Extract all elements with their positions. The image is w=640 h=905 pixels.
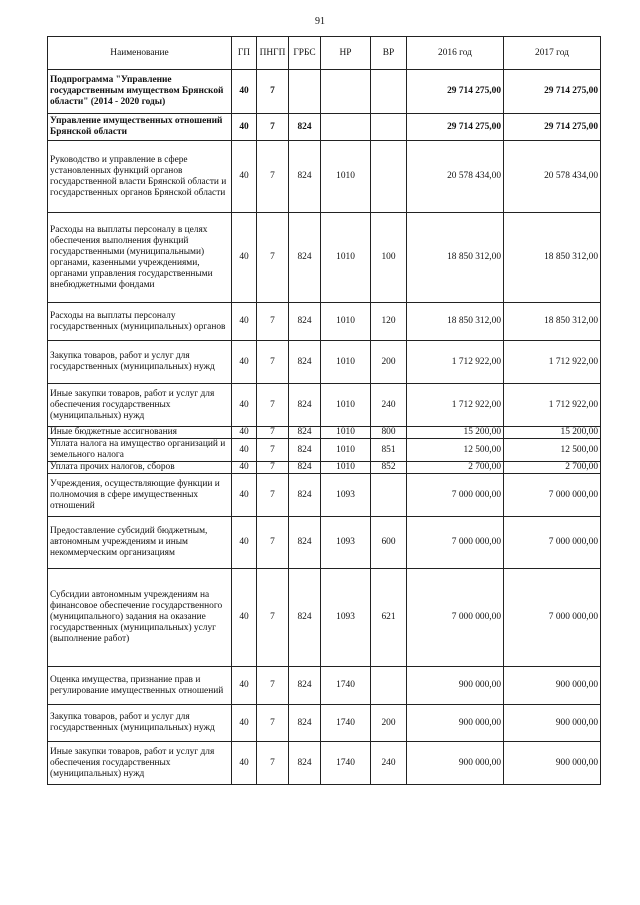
cell-grbs [289,70,321,114]
cell-grbs: 824 [289,667,321,705]
cell-pngp: 7 [257,141,289,213]
cell-nr: 1093 [321,569,371,667]
cell-gp: 40 [232,742,257,785]
table-row [48,462,601,474]
cell-gp: 40 [232,462,257,474]
cell-name: Расходы на выплаты персоналу в целях обеспечения выполнения функций государственными (муниципальными) органами, казенными учреждениями, органами управления государственными внебюджетными фондами [48,213,232,303]
cell-nr: 1740 [321,742,371,785]
header-name: Наименование [48,37,232,70]
header-2016: 2016 год [407,37,504,70]
cell-gp: 40 [232,70,257,114]
cell-2017: 15 200,00 [504,427,601,439]
cell-gp: 40 [232,114,257,141]
cell-nr: 1010 [321,462,371,474]
cell-name: Иные закупки товаров, работ и услуг для обеспечения государственных (муниципальных) нужд [48,384,232,427]
table-row [48,70,601,114]
cell-name: Предоставление субсидий бюджетным, автономным учреждениям и иным некоммерческим организациям [48,517,232,569]
cell-vr: 800 [371,427,407,439]
cell-nr: 1093 [321,517,371,569]
cell-pngp: 7 [257,213,289,303]
cell-2017: 18 850 312,00 [504,303,601,341]
cell-2016: 1 712 922,00 [407,341,504,384]
cell-grbs: 824 [289,114,321,141]
cell-nr: 1010 [321,141,371,213]
cell-pngp: 7 [257,439,289,462]
cell-nr: 1010 [321,384,371,427]
cell-vr: 200 [371,341,407,384]
cell-grbs: 824 [289,341,321,384]
cell-nr: 1010 [321,439,371,462]
table-row [48,742,601,785]
cell-grbs: 824 [289,705,321,742]
cell-2016: 7 000 000,00 [407,474,504,517]
cell-grbs: 824 [289,384,321,427]
cell-2016: 2 700,00 [407,462,504,474]
table-row [48,303,601,341]
cell-2017: 1 712 922,00 [504,384,601,427]
cell-2016: 900 000,00 [407,742,504,785]
cell-2017: 12 500,00 [504,439,601,462]
table-body [48,70,601,785]
cell-2017: 20 578 434,00 [504,141,601,213]
cell-pngp: 7 [257,384,289,427]
cell-2016: 900 000,00 [407,705,504,742]
cell-name: Руководство и управление в сфере установленных функций органов государственной власти Брянской области и государственных органов Брянской области [48,141,232,213]
cell-gp: 40 [232,141,257,213]
cell-pngp: 7 [257,462,289,474]
cell-pngp: 7 [257,667,289,705]
cell-nr [321,114,371,141]
cell-name: Подпрограмма "Управление государственным имуществом Брянской области" (2014 - 2020 годы) [48,70,232,114]
cell-2016: 7 000 000,00 [407,517,504,569]
table-row [48,384,601,427]
cell-nr: 1010 [321,303,371,341]
cell-2016: 15 200,00 [407,427,504,439]
cell-grbs: 824 [289,517,321,569]
cell-gp: 40 [232,213,257,303]
table-row [48,705,601,742]
cell-gp: 40 [232,569,257,667]
cell-2016: 900 000,00 [407,667,504,705]
cell-grbs: 824 [289,462,321,474]
cell-pngp: 7 [257,742,289,785]
cell-pngp: 7 [257,705,289,742]
table-row [48,114,601,141]
cell-name: Уплата прочих налогов, сборов [48,462,232,474]
cell-nr [321,70,371,114]
cell-pngp: 7 [257,474,289,517]
cell-2016: 7 000 000,00 [407,569,504,667]
cell-vr [371,114,407,141]
cell-2016: 18 850 312,00 [407,213,504,303]
cell-2017: 1 712 922,00 [504,341,601,384]
header-grbs: ГРБС [289,37,321,70]
cell-name: Иные бюджетные ассигнования [48,427,232,439]
table-row [48,439,601,462]
cell-2016: 29 714 275,00 [407,114,504,141]
cell-grbs: 824 [289,569,321,667]
cell-pngp: 7 [257,427,289,439]
cell-2016: 12 500,00 [407,439,504,462]
cell-vr: 100 [371,213,407,303]
cell-grbs: 824 [289,439,321,462]
cell-name: Уплата налога на имущество организаций и земельного налога [48,439,232,462]
cell-grbs: 824 [289,474,321,517]
cell-2017: 900 000,00 [504,705,601,742]
cell-vr: 600 [371,517,407,569]
cell-pngp: 7 [257,569,289,667]
table-row [48,427,601,439]
cell-vr: 851 [371,439,407,462]
cell-nr: 1740 [321,667,371,705]
cell-gp: 40 [232,384,257,427]
cell-gp: 40 [232,705,257,742]
cell-pngp: 7 [257,114,289,141]
cell-2017: 29 714 275,00 [504,70,601,114]
header-row [48,37,601,70]
cell-name: Оценка имущества, признание прав и регулирование имущественных отношений [48,667,232,705]
cell-grbs: 824 [289,742,321,785]
cell-gp: 40 [232,303,257,341]
cell-name: Субсидии автономным учреждениям на финансовое обеспечение государственного (муниципального) задания на оказание государственных (муниципальных) услуг (выполнение работ) [48,569,232,667]
cell-grbs: 824 [289,427,321,439]
cell-2016: 18 850 312,00 [407,303,504,341]
table-row [48,517,601,569]
cell-pngp: 7 [257,341,289,384]
cell-name: Закупка товаров, работ и услуг для государственных (муниципальных) нужд [48,341,232,384]
cell-2017: 7 000 000,00 [504,474,601,517]
cell-2017: 7 000 000,00 [504,517,601,569]
header-vr: ВР [371,37,407,70]
cell-name: Иные закупки товаров, работ и услуг для обеспечения государственных (муниципальных) нужд [48,742,232,785]
cell-nr: 1740 [321,705,371,742]
cell-vr: 120 [371,303,407,341]
budget-table [47,36,601,785]
cell-vr [371,474,407,517]
cell-2017: 7 000 000,00 [504,569,601,667]
cell-2016: 29 714 275,00 [407,70,504,114]
cell-nr: 1010 [321,341,371,384]
cell-vr [371,141,407,213]
cell-2017: 2 700,00 [504,462,601,474]
table-row [48,213,601,303]
cell-vr: 621 [371,569,407,667]
cell-pngp: 7 [257,303,289,341]
cell-gp: 40 [232,427,257,439]
cell-grbs: 824 [289,303,321,341]
header-pngp: ПНГП [257,37,289,70]
cell-vr: 852 [371,462,407,474]
cell-vr [371,667,407,705]
cell-gp: 40 [232,439,257,462]
cell-vr: 240 [371,384,407,427]
cell-vr: 240 [371,742,407,785]
cell-vr: 200 [371,705,407,742]
cell-name: Закупка товаров, работ и услуг для государственных (муниципальных) нужд [48,705,232,742]
cell-gp: 40 [232,341,257,384]
cell-pngp: 7 [257,517,289,569]
table-row [48,667,601,705]
cell-nr: 1010 [321,213,371,303]
cell-gp: 40 [232,667,257,705]
cell-2017: 18 850 312,00 [504,213,601,303]
header-2017: 2017 год [504,37,601,70]
cell-2017: 900 000,00 [504,742,601,785]
header-gp: ГП [232,37,257,70]
header-nr: НР [321,37,371,70]
cell-2016: 20 578 434,00 [407,141,504,213]
cell-name: Управление имущественных отношений Брянской области [48,114,232,141]
cell-gp: 40 [232,474,257,517]
cell-vr [371,70,407,114]
cell-grbs: 824 [289,213,321,303]
table-row [48,569,601,667]
page-number: 91 [315,16,325,27]
cell-2016: 1 712 922,00 [407,384,504,427]
cell-nr: 1093 [321,474,371,517]
table-row [48,474,601,517]
cell-gp: 40 [232,517,257,569]
cell-grbs: 824 [289,141,321,213]
cell-2017: 900 000,00 [504,667,601,705]
cell-nr: 1010 [321,427,371,439]
table-row [48,141,601,213]
cell-pngp: 7 [257,70,289,114]
cell-2017: 29 714 275,00 [504,114,601,141]
cell-name: Расходы на выплаты персоналу государственных (муниципальных) органов [48,303,232,341]
table-row [48,341,601,384]
cell-name: Учреждения, осуществляющие функции и полномочия в сфере имущественных отношений [48,474,232,517]
